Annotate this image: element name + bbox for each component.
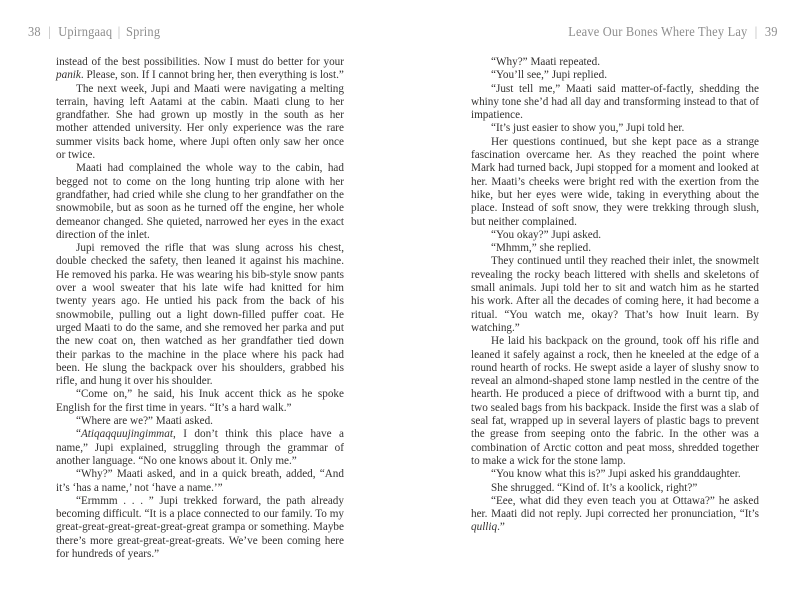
header-book-title: Leave Our Bones Where They Lay	[568, 24, 748, 39]
paragraph: The next week, Jupi and Maati were navigating a melting terrain, having left Aatami at the cabin. Maati clung to her grandfather. She had grown up mostly in the south as her mother attended university. Her only experience was the rare summer visits back home, where Jupi often only saw her once or twice.	[56, 82, 344, 162]
header-separator: |	[48, 24, 51, 39]
paragraph: instead of the best possibilities. Now I must do better for your panik. Please, son. If I cannot bring her, then everything is lost.”	[56, 56, 344, 82]
page-right	[405, 0, 810, 608]
paragraph: “You’ll see,” Jupi replied.	[491, 69, 607, 82]
paragraph: He laid his backpack on the ground, took off his rifle and leaned it safely against a rock, then he kneeled at the edge of a round hearth of rocks. He swept aside a layer of slushy snow to reveal an almond-shaped stone lamp nestled in the centre of the hearth. He produced a piece of driftwood with a burnt tip, and two sealed bags from his backpack. Inside the first was a slab of seal fat, wrapped up in several layers of plastic bags to prevent the grease from seeping onto the fabric. In the other was a combination of Arctic cotton and peat moss, shredded together to make a wick for the stone lamp.	[471, 335, 759, 467]
running-header-right	[569, 24, 778, 40]
paragraph: “Why?” Maati asked, and in a quick breath, added, “And it’s ‘has a name,’ not ‘have a name.’”	[56, 468, 344, 494]
paragraph: “Where are we?” Maati asked.	[76, 415, 213, 428]
paragraph: “Mhmm,” she replied.	[491, 242, 592, 255]
paragraph: They continued until they reached their inlet, the snowmelt revealing the rocky beach littered with shells and skeletons of small animals. Jupi told her to sit and watch him as he started his work. After all the decades of coming here, it had become a ritual. “You watch me, okay? That’s how Inuit learn. By watching.”	[471, 255, 759, 334]
paragraph: “It’s just easier to show you,” Jupi told her.	[491, 122, 685, 135]
paragraph: Maati had complained the whole way to the cabin, had begged not to come on the long hunting trip alone with her grandfather, had cried while she clung to her grandfather on the snowmobile, but as soon as he turned off the engine, her whole demeanor changed. She quieted, narrowed her eyes in the exact direction of the inlet.	[56, 162, 344, 241]
text-column	[471, 56, 759, 535]
paragraph: “Ermmm . . . ” Jupi trekked forward, the path already becoming difficult. “It is a place connected to our family. To my great-great-great-great-great-great grampa or something. Maybe there’s more great-great-great-greats. We’ve been coming here for hundreds of years.”	[56, 494, 344, 560]
paragraph: “You know what this is?” Jupi asked his granddaughter.	[491, 468, 741, 481]
header-separator: |	[755, 24, 758, 39]
paragraph: Jupi removed the rifle that was slung across his chest, double checked the safety, then leaned it against his machine. He removed his parka. He was wearing his bib-style snow pants over a wool sweater that his late wife had knitted for him twenty years ago. He untied his pack from the back of his snowmobile, pulling out a light down-filled puffer coat. He urged Maati to do the same, and she removed her parka and put the new coat on, then watched as her grandfather tied down their parkas to the machine in the place where his pack had been. He slung the backpack over his shoulders, grabbed his rifle, and hung it over his shoulder.	[56, 242, 344, 388]
paragraph: “Come on,” he said, his Inuk accent thick as he spoke English for the first time in years. “It’s a hard walk.”	[56, 388, 344, 414]
paragraph: “You okay?” Jupi asked.	[491, 228, 602, 241]
text-column	[56, 56, 344, 561]
header-section: Upirngaaq	[58, 24, 113, 39]
header-subsection: Spring	[125, 24, 161, 39]
page-number-left: 38	[28, 24, 41, 39]
page-number-right: 39	[765, 24, 778, 39]
paragraph: Her questions continued, but she kept pace as a strange fascination overcame her. As they reached the point where Mark had turned back, Jupi stopped for a moment and looked at her. Maati’s cheeks were bright red with the exertion from the hike, but her eyes were wide, taking in everything about the place. Instead of soft snow, they were trekking through slush, but neither complained.	[471, 135, 759, 228]
header-separator: |	[117, 24, 121, 39]
paragraph: “Why?” Maati repeated.	[491, 56, 601, 68]
paragraph: “Atiqaqquujingimmat, I don’t think this place have a name,” Jupi explained, struggling through the grammar of another language. “No one knows about it. Only me.”	[56, 428, 344, 467]
paragraph: “Eee, what did they even teach you at Ottawa?” he asked her. Maati did not reply. Jupi corrected her pronunciation, “It’s qulliq.”	[471, 494, 759, 534]
paragraph: She shrugged. “Kind of. It’s a koolick, right?”	[491, 481, 698, 494]
paragraph: “Just tell me,” Maati said matter-of-factly, shedding the whiny tone she’d had all day and transforming instead to that of impatience.	[471, 82, 759, 122]
running-header-left	[28, 24, 160, 40]
